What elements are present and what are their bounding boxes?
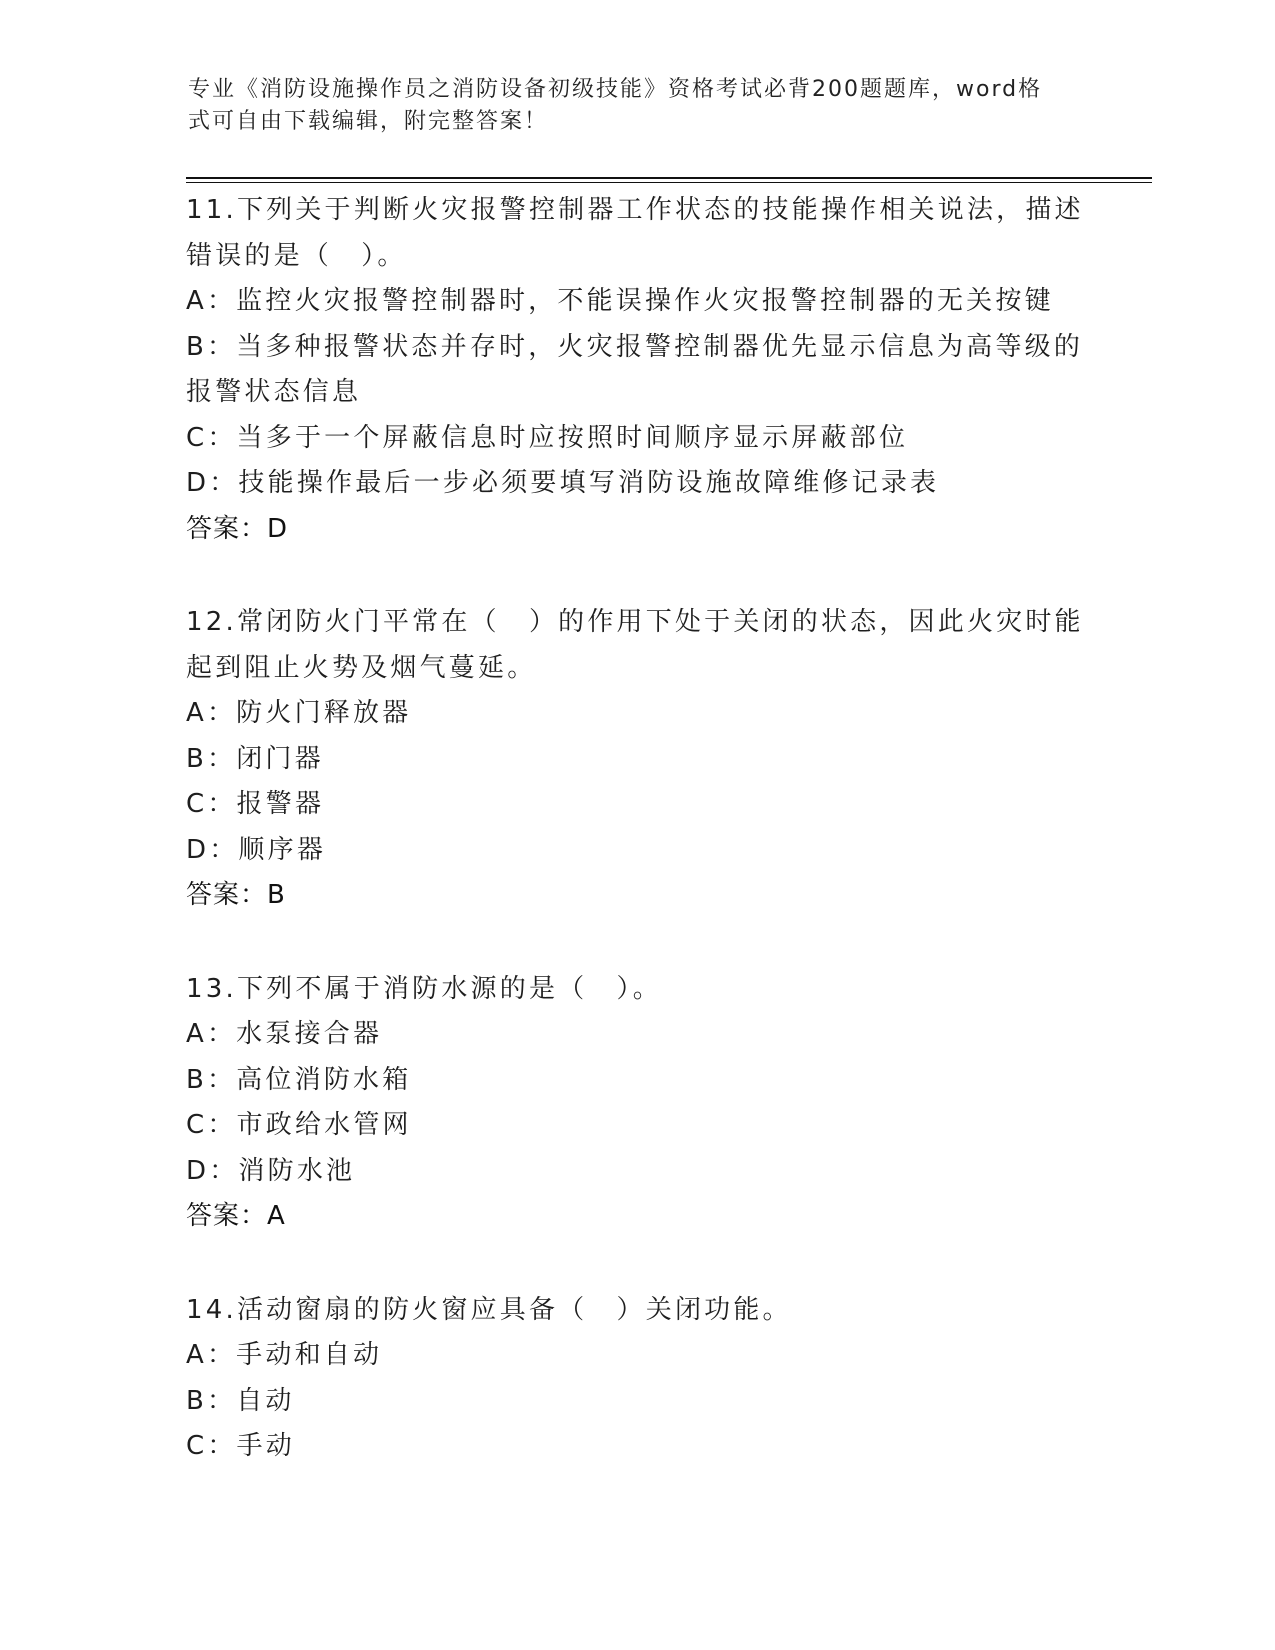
option-b: B：高位消防水箱	[186, 1064, 412, 1095]
option-a: A：防火门释放器	[186, 698, 412, 728]
option-a: A：手动和自动	[186, 1340, 383, 1370]
option-b-continued: 报警状态信息	[186, 377, 362, 407]
header-line-2: 式可自由下载编辑，附完整答案！	[188, 109, 549, 134]
question-stem: 11.下列关于判断火灾报警控制器工作状态的技能操作相关说法，描述	[186, 195, 1084, 225]
option-c: C：市政给水管网	[186, 1110, 412, 1140]
question-11	[186, 188, 1086, 552]
question-12	[186, 600, 1086, 919]
option-c: C：报警器	[186, 789, 325, 819]
question-stem: 13.下列不属于消防水源的是（ ）。	[186, 973, 662, 1004]
option-b: B：闭门器	[186, 743, 324, 774]
option-d: D：顺序器	[186, 834, 327, 865]
option-d: D：技能操作最后一步必须要填写消防设施故障维修记录表	[186, 468, 940, 498]
answer-line: 答案：D	[186, 513, 289, 544]
header-divider-thin	[186, 182, 1152, 183]
header-line-1: 专业《消防设施操作员之消防设备初级技能》资格考试必背200题题库，word格	[188, 77, 1043, 102]
question-list	[186, 188, 1086, 1518]
option-b: B：自动	[186, 1385, 295, 1416]
option-b: B：当多种报警状态并存时，火灾报警控制器优先显示信息为高等级的	[186, 331, 1084, 362]
question-13	[186, 967, 1086, 1240]
header-divider-thick	[186, 177, 1152, 179]
question-14	[186, 1288, 1086, 1470]
question-stem: 14.活动窗扇的防火窗应具备（ ）关闭功能。	[186, 1294, 792, 1325]
option-a: A：监控火灾报警控制器时，不能误操作火灾报警控制器的无关按键	[186, 286, 1054, 316]
question-stem-continued: 错误的是（ ）。	[186, 240, 407, 271]
document-header	[188, 74, 1068, 138]
option-d: D：消防水池	[186, 1155, 356, 1186]
question-stem-continued: 起到阻止火势及烟气蔓延。	[186, 652, 537, 683]
option-c: C：当多于一个屏蔽信息时应按照时间顺序显示屏蔽部位	[186, 422, 909, 453]
option-c: C：手动	[186, 1431, 295, 1461]
question-stem: 12.常闭防火门平常在（ ）的作用下处于关闭的状态，因此火灾时能	[186, 607, 1084, 637]
option-a: A：水泵接合器	[186, 1019, 383, 1049]
answer-line: 答案：B	[186, 880, 286, 910]
answer-line: 答案：A	[186, 1201, 286, 1231]
